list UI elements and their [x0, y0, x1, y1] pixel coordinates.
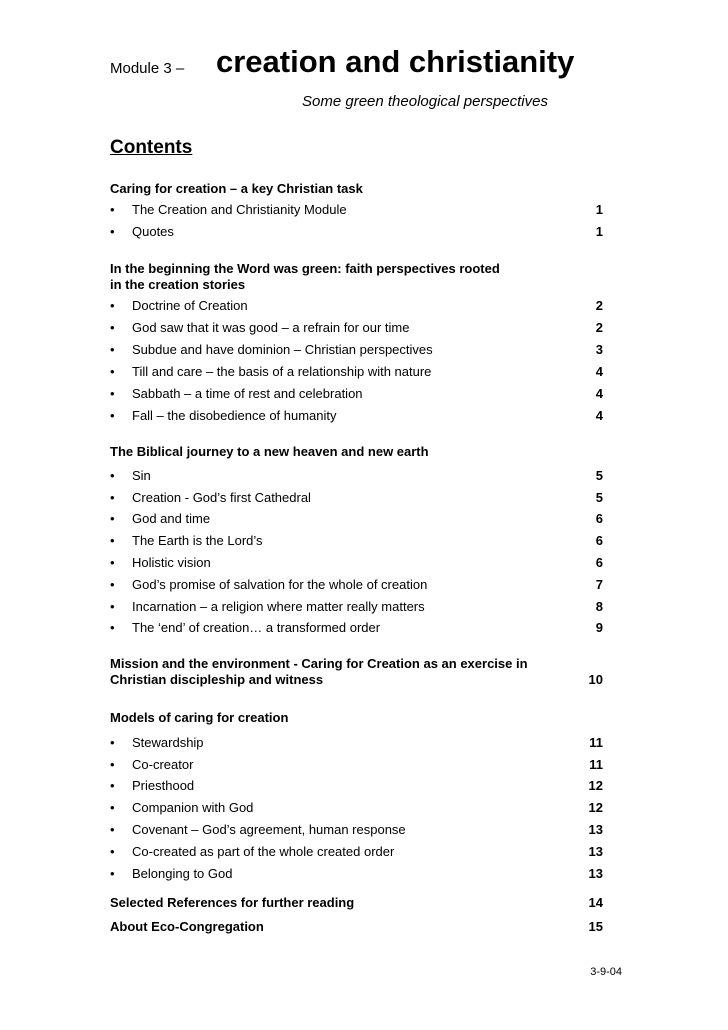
toc-entry: [110, 799, 603, 817]
bullet-icon: •: [110, 298, 115, 313]
toc-entry: [110, 619, 603, 637]
toc-entry-label: Till and care – the basis of a relationship with nature: [132, 364, 432, 379]
toc-entry-page: 13: [588, 822, 603, 837]
section-heading: [110, 710, 603, 726]
toc-entry-label: Subdue and have dominion – Christian perspectives: [132, 342, 433, 357]
toc-entry-page: 11: [589, 757, 603, 772]
section-title-line: in the creation stories: [110, 277, 246, 292]
section-heading: [110, 919, 603, 935]
section-heading: [110, 444, 603, 460]
toc-entry: [110, 821, 603, 839]
bullet-icon: •: [110, 320, 115, 335]
toc-entry-page: 5: [595, 468, 603, 483]
toc-entry-page: 2: [595, 320, 603, 335]
bullet-icon: •: [110, 577, 115, 592]
toc-entry-label: Covenant – God’s agreement, human response: [132, 822, 406, 837]
section-page: 15: [588, 919, 603, 934]
section-title: Models of caring for creation: [110, 710, 289, 725]
section-title-line: In the beginning the Word was green: faith perspectives rooted: [110, 261, 500, 276]
toc-entry-label: Doctrine of Creation: [132, 298, 248, 313]
toc-entry: [110, 489, 603, 507]
section-title: Caring for creation – a key Christian task: [110, 181, 363, 196]
toc-entry-label: God and time: [132, 511, 211, 526]
toc-entry-page: 13: [588, 844, 603, 859]
toc-entry-page: 9: [595, 620, 603, 635]
bullet-icon: •: [110, 620, 115, 635]
bullet-icon: •: [110, 224, 115, 239]
bullet-icon: •: [110, 386, 115, 401]
toc-entry-label: God saw that it was good – a refrain for our time: [132, 320, 410, 335]
toc-entry-page: 13: [588, 866, 603, 881]
bullet-icon: •: [110, 757, 115, 772]
toc-entry-label: Holistic vision: [132, 555, 211, 570]
toc-entry: [110, 319, 603, 337]
toc-entry-page: 4: [595, 408, 603, 423]
bullet-icon: •: [110, 778, 115, 793]
toc-entry-page: 6: [595, 511, 603, 526]
toc-entry-label: Sin: [132, 468, 151, 483]
section-page: 14: [588, 895, 603, 910]
toc-entry-label: Belonging to God: [132, 866, 233, 881]
toc-entry-label: The ‘end’ of creation… a transformed order: [132, 620, 381, 635]
toc-entry-label: Incarnation – a religion where matter really matters: [132, 599, 425, 614]
toc-entry: [110, 532, 603, 550]
toc-entry: [110, 297, 603, 315]
toc-entry: [110, 598, 603, 616]
toc-entry-page: 8: [595, 599, 603, 614]
toc-entry-page: 3: [595, 342, 603, 357]
toc-entry-page: 11: [589, 735, 603, 750]
toc-entry-label: The Creation and Christianity Module: [132, 202, 347, 217]
section-title-line: Christian discipleship and witness: [110, 672, 324, 687]
bullet-icon: •: [110, 599, 115, 614]
toc-entry: [110, 341, 603, 359]
toc-entry-label: Sabbath – a time of rest and celebration: [132, 386, 363, 401]
section-title-line: Mission and the environment - Caring for Creation as an exercise in: [110, 656, 528, 671]
bullet-icon: •: [110, 490, 115, 505]
toc-entry-label: Priesthood: [132, 778, 195, 793]
bullet-icon: •: [110, 342, 115, 357]
toc-entry: [110, 734, 603, 752]
bullet-icon: •: [110, 844, 115, 859]
bullet-icon: •: [110, 533, 115, 548]
toc-entry: [110, 843, 603, 861]
toc-entry-page: 4: [595, 364, 603, 379]
toc-entry-page: 1: [595, 224, 603, 239]
toc-entry-page: 12: [588, 778, 603, 793]
toc-entry-page: 7: [595, 577, 603, 592]
section-page: 10: [588, 672, 603, 687]
toc-entry-label: Co-created as part of the whole created order: [132, 844, 395, 859]
toc-entry-label: The Earth is the Lord’s: [132, 533, 263, 548]
section-title: The Biblical journey to a new heaven and new earth: [110, 444, 429, 459]
toc-entry-label: Quotes: [132, 224, 174, 239]
toc-entry: [110, 576, 603, 594]
bullet-icon: •: [110, 800, 115, 815]
toc-entry-label: Stewardship: [132, 735, 204, 750]
toc-entry-label: Companion with God: [132, 800, 254, 815]
toc-entry: [110, 510, 603, 528]
toc-entry-page: 6: [595, 555, 603, 570]
section-heading: [110, 261, 603, 293]
section-heading: [110, 656, 603, 688]
toc-entry-label: Creation - God’s first Cathedral: [132, 490, 311, 505]
toc-entry-label: God’s promise of salvation for the whole of creation: [132, 577, 428, 592]
toc-entry-page: 6: [595, 533, 603, 548]
toc-entry: [110, 777, 603, 795]
toc-entry: [110, 201, 603, 219]
section-heading: [110, 181, 603, 197]
module-prefix: Module 3 –: [110, 60, 185, 77]
contents-heading: Contents: [110, 137, 193, 158]
bullet-icon: •: [110, 511, 115, 526]
bullet-icon: •: [110, 555, 115, 570]
toc-entry: [110, 407, 603, 425]
toc-entry-page: 4: [595, 386, 603, 401]
toc-entry: [110, 223, 603, 241]
toc-entry: [110, 467, 603, 485]
bullet-icon: •: [110, 408, 115, 423]
toc-entry: [110, 385, 603, 403]
toc-entry-page: 2: [595, 298, 603, 313]
section-heading: [110, 895, 603, 911]
bullet-icon: •: [110, 866, 115, 881]
bullet-icon: •: [110, 735, 115, 750]
toc-entry: [110, 363, 603, 381]
toc-entry-page: 5: [595, 490, 603, 505]
toc-entry: [110, 756, 603, 774]
toc-entry: [110, 554, 603, 572]
toc-entry: [110, 865, 603, 883]
toc-entry-page: 1: [595, 202, 603, 217]
page-title: creation and christianity: [216, 44, 575, 79]
section-title: Selected References for further reading: [110, 895, 355, 910]
section-title: About Eco-Congregation: [110, 919, 264, 934]
bullet-icon: •: [110, 468, 115, 483]
toc-entry-page: 12: [588, 800, 603, 815]
bullet-icon: •: [110, 364, 115, 379]
bullet-icon: •: [110, 822, 115, 837]
bullet-icon: •: [110, 202, 115, 217]
toc-entry-label: Fall – the disobedience of humanity: [132, 408, 337, 423]
page-subtitle: Some green theological perspectives: [302, 93, 548, 110]
toc-entry-label: Co-creator: [132, 757, 194, 772]
footer-date: 3-9-04: [590, 966, 622, 978]
